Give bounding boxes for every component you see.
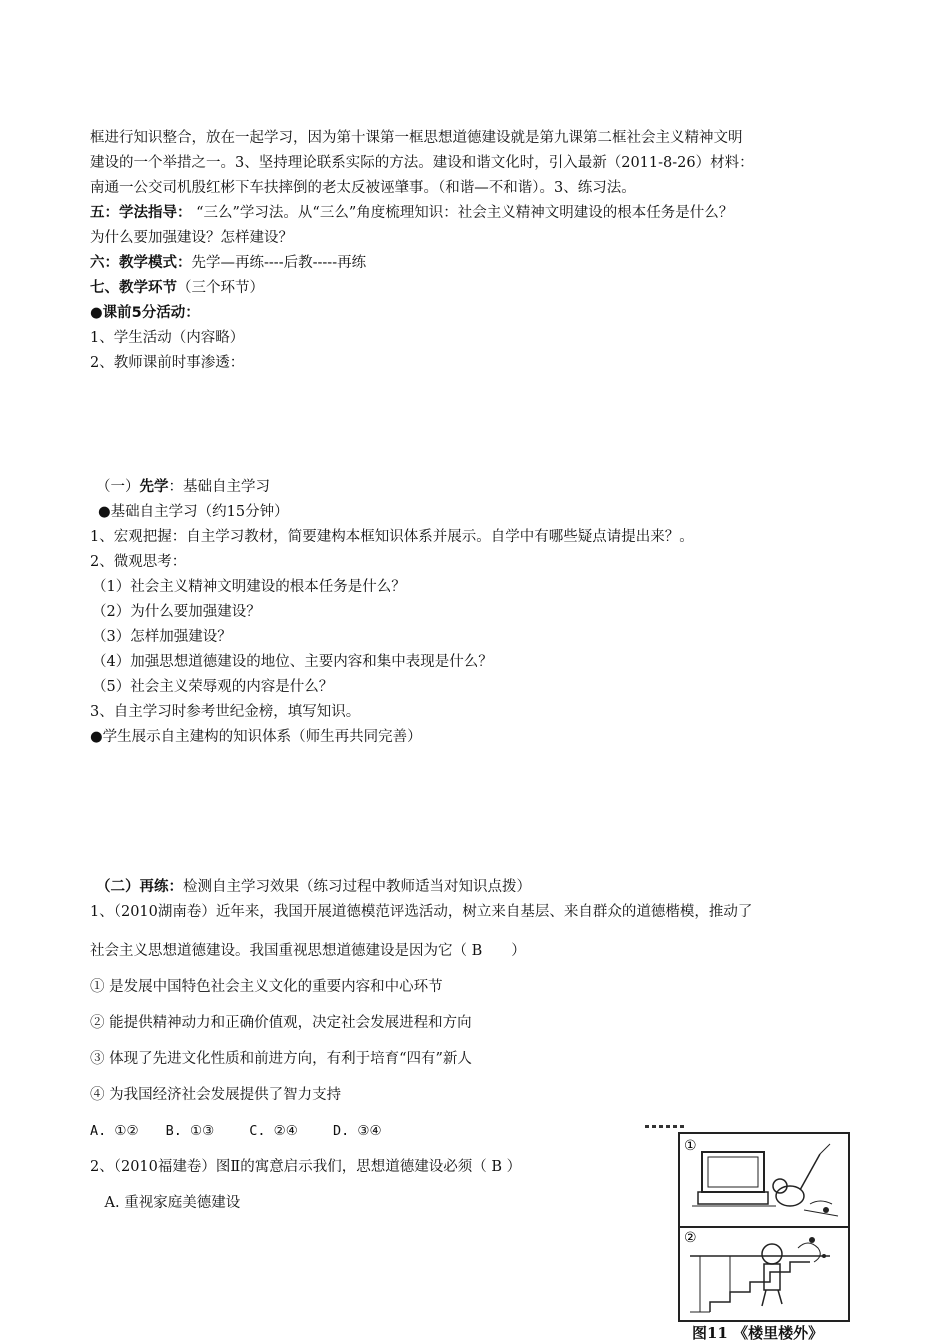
question-1: 1、（2010湖南卷）近年来，我国开展道德模范评选活动，树立来自基层、来自群众的道德楷模，推动了 (90, 904, 753, 920)
section-5 (90, 203, 733, 223)
scan-artifact (645, 1125, 685, 1128)
section-7-text: （三个环节） (177, 280, 264, 296)
answer-choices: A. ①② B. ①③ C. ②④ D. ③④ (90, 1123, 382, 1139)
section-6-text: 先学—再练----后教-----再练 (191, 255, 367, 271)
option: ④ 为我国经济社会发展提供了智力支持 (90, 1087, 342, 1103)
section-heading: （二）再练： (96, 879, 183, 895)
option: A. 重视家庭美德建设 (90, 1195, 241, 1211)
text-line: 3、自主学习时参考世纪金榜，填写知识。 (90, 704, 361, 720)
text-line: ●基础自主学习（约15分钟） (98, 504, 289, 520)
text-line: 1、学生活动（内容略） (90, 330, 245, 346)
option: ③ 体现了先进文化性质和前进方向，有利于培育“四有”新人 (90, 1051, 472, 1067)
section-7-heading: 七、教学环节 (90, 280, 177, 296)
section-prefix: （一） (96, 479, 140, 495)
activity-heading: ●课前5分活动： (90, 305, 200, 321)
section-5-heading: 五：学法指导： (90, 205, 192, 221)
text-line: 南通一公交司机殷红彬下车扶摔倒的老太反被诬肇事。（和谐—不和谐）。3、练习法。 (90, 180, 636, 196)
cartoon-image-1 (680, 1134, 848, 1224)
text-line: （1）社会主义精神文明建设的根本任务是什么？ (92, 579, 406, 595)
section-text: 检测自主学习效果（练习过程中教师适当对知识点拨） (183, 879, 531, 895)
question-1-cont: 社会主义思想道德建设。我国重视思想道德建设是因为它（ B ） (90, 943, 526, 959)
text-line: 为什么要加强建设？怎样建设？ (90, 230, 293, 246)
option: ① 是发展中国特色社会主义文化的重要内容和中心环节 (90, 979, 443, 995)
text-line: （2）为什么要加强建设？ (92, 604, 261, 620)
section-first-learn (96, 477, 270, 497)
text-line: （3）怎样加强建设？ (92, 629, 232, 645)
section-6 (90, 253, 366, 273)
text-line: 框进行知识整合，放在一起学习，因为第十课第一框思想道德建设就是第九课第二框社会主义精神文明 (90, 130, 743, 146)
cartoon-panel-1 (680, 1134, 848, 1228)
cartoon-figure (678, 1132, 850, 1322)
cartoon-panel-2 (680, 1226, 848, 1320)
section-text: ：基础自主学习 (168, 479, 270, 495)
option: ② 能提供精神动力和正确价值观，决定社会发展进程和方向 (90, 1015, 472, 1031)
text-line: 建设的一个举措之一。3、坚持理论联系实际的方法。建设和谐文化时，引入最新（2011-8-26）材料： (90, 155, 754, 171)
section-practice (96, 877, 531, 897)
text-line: 2、微观思考： (90, 554, 187, 570)
cartoon-image-2 (680, 1226, 848, 1318)
question-2: 2、（2010福建卷）图Ⅱ的寓意启示我们，思想道德建设必须（ B ） (90, 1159, 522, 1175)
panel-number: ① (684, 1138, 697, 1154)
text-line: （4）加强思想道德建设的地位、主要内容和集中表现是什么？ (92, 654, 493, 670)
section-7 (90, 278, 264, 298)
panel-number: ② (684, 1230, 697, 1246)
section-6-heading: 六：教学模式： (90, 255, 192, 271)
text-line: 1、宏观把握：自主学习教材，简要建构本框知识体系并展示。自学中有哪些疑点请提出来？。 (90, 529, 694, 545)
section-5-text: “三么”学习法。从“三么”角度梳理知识：社会主义精神文明建设的根本任务是什么？ (191, 205, 734, 221)
text-line: ●学生展示自主建构的知识体系（师生再共同完善） (90, 729, 422, 745)
figure-caption: 图11 《楼里楼外》 (692, 1324, 824, 1342)
text-line: （5）社会主义荣辱观的内容是什么？ (92, 679, 334, 695)
text-line: 2、教师课前时事渗透： (90, 355, 245, 371)
section-heading: 先学 (139, 479, 169, 495)
